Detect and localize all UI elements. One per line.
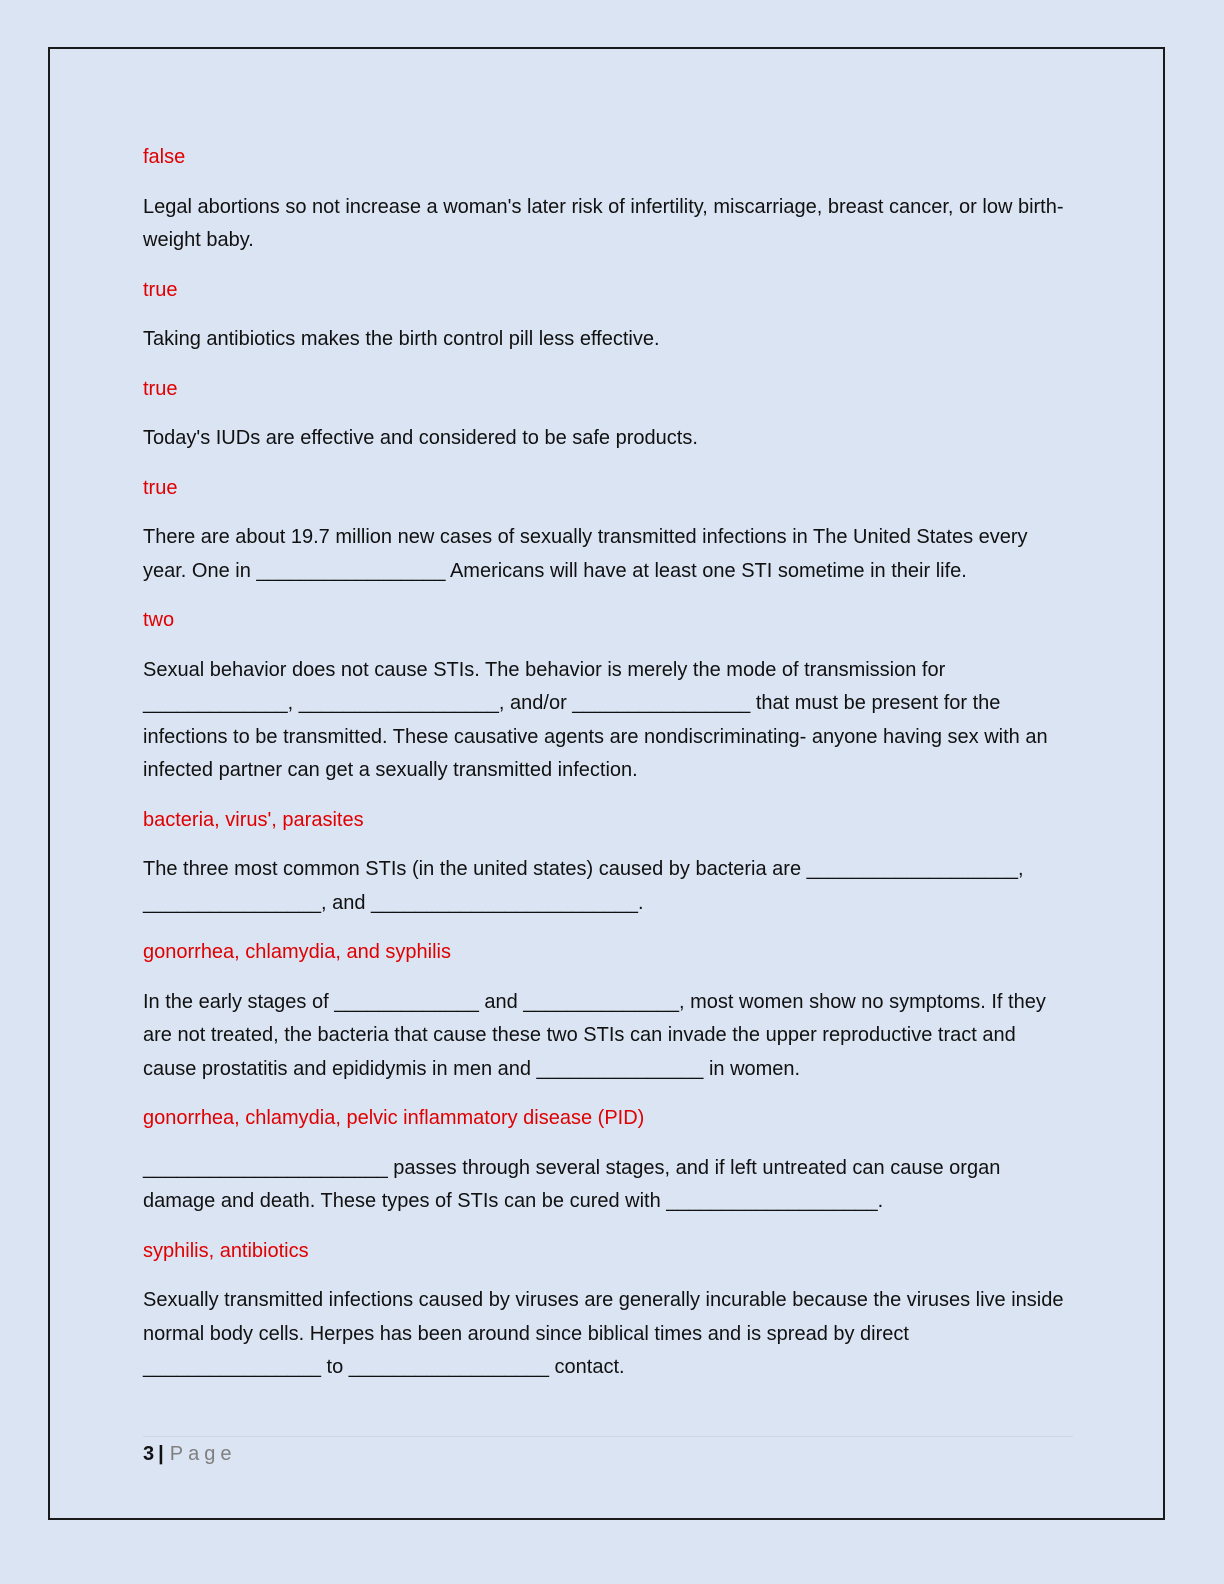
answer-text: two (143, 609, 175, 631)
question-text: There are about 19.7 million new cases of sexually transmitted infections in The United States every year. One in _________________ Americans will have at least one STI sometime in their life. (143, 526, 1028, 582)
document-body (143, 141, 1073, 1401)
question-text: Sexual behavior does not cause STIs. The behavior is merely the mode of transmission for _____________, __________________, and/or ________________ that must be present for the infections to be transmitted. These causative agents are nondiscriminating- anyone having sex with an infected partner can get a sexually transmitted infection. (143, 658, 1048, 781)
page-footer (143, 1440, 236, 1468)
question-text: Today's IUDs are effective and considered to be safe products. (143, 427, 698, 449)
answer-text: false (143, 146, 186, 168)
question-text: Legal abortions so not increase a woman's later risk of infertility, miscarriage, breast cancer, or low birth-weight baby. (143, 195, 1064, 251)
question-text: In the early stages of _____________ and ______________, most women show no symptoms. If they are not treated, the bacteria that cause these two STIs can invade the upper reproductive tract and cause prostatitis and epididymis in men and _______________ in women. (143, 990, 1046, 1080)
answer-text: true (143, 278, 178, 301)
question-text: The three most common STIs (in the united states) caused by bacteria are ___________________, ________________, and ________________________. (143, 858, 1024, 914)
question-text: ______________________ passes through several stages, and if left untreated can cause organ damage and death. These types of STIs can be cured with ___________________. (143, 1156, 1001, 1212)
answer-text: gonorrhea, chlamydia, pelvic inflammatory disease (PID) (143, 1107, 645, 1129)
footer-divider (143, 1436, 1073, 1437)
question-text: Sexually transmitted infections caused by viruses are generally incurable because the viruses live inside normal body cells. Herpes has been around since biblical times and is spread by direct ________________ to __________________ contact. (143, 1289, 1064, 1378)
page-number: 3 (143, 1443, 155, 1465)
question-text: Taking antibiotics makes the birth control pill less effective. (143, 328, 660, 350)
answer-text: bacteria, virus', parasites (143, 808, 364, 831)
page-label: Page (169, 1443, 237, 1465)
answer-text: true (143, 377, 178, 400)
answer-text: true (143, 476, 178, 499)
answer-text: syphilis, antibiotics (143, 1239, 309, 1262)
answer-text: gonorrhea, chlamydia, and syphilis (143, 941, 451, 963)
footer-separator: | (158, 1443, 164, 1465)
